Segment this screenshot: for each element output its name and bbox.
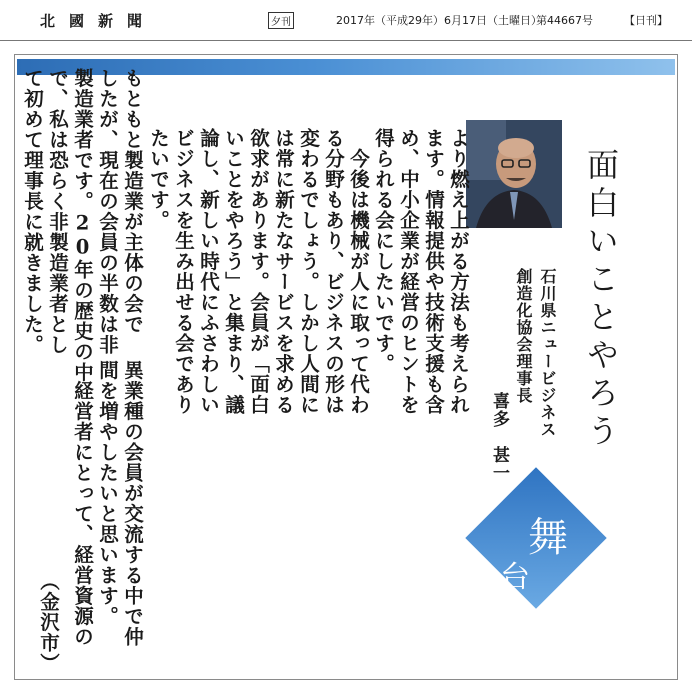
body-line: め、中小企業が経営のヒントを bbox=[397, 128, 420, 415]
body-line: したが、現在の会員の半数は非 bbox=[96, 68, 119, 355]
body-line: 異業種の会員が交流する中で仲 bbox=[121, 360, 144, 647]
body-line: たいです。 bbox=[147, 128, 170, 231]
body-line: （金沢市） bbox=[37, 560, 60, 674]
byline-organization-line-1: 石川県ニュービジネス bbox=[538, 268, 557, 438]
masthead-divider bbox=[0, 40, 692, 41]
newspaper-name: 北國新聞 bbox=[40, 12, 157, 30]
body-line: ます。情報提供や技術支援も含 bbox=[422, 128, 445, 415]
body-line: 変わるでしょう。しかし人間に bbox=[297, 128, 320, 415]
body-line: いことをやろう」と集まり、議 bbox=[222, 128, 245, 415]
body-line: て初めて理事長に就きました。 bbox=[21, 68, 44, 355]
body-line: 論し、新しい時代にふさわしい bbox=[197, 128, 220, 415]
body-line: 経営者にとって、経営資源の bbox=[71, 360, 94, 647]
body-line: で、私は恐らく非製造業者とし bbox=[46, 68, 69, 355]
body-line: は常に新たなサービスを求める bbox=[272, 128, 295, 415]
byline-name: 喜多 甚一 bbox=[489, 392, 509, 482]
body-line: より燃え上がる方法も考えられ bbox=[447, 128, 470, 415]
publication-type: 【日刊】 bbox=[624, 14, 668, 27]
body-line: 今後は機械が人に取って代わ bbox=[347, 128, 370, 415]
body-line: 製造業者です。20年の歴史の中 bbox=[71, 68, 94, 383]
body-line: 欲求があります。会員が「面白 bbox=[247, 128, 270, 415]
body-line: ビジネスを生み出せる会であり bbox=[172, 128, 195, 415]
author-portrait-photo bbox=[466, 120, 562, 228]
publication-date: 2017年（平成29年）6月17日（土曜日） bbox=[336, 14, 542, 27]
edition-label: 夕刊 bbox=[268, 12, 294, 29]
body-line: もともと製造業が主体の会で bbox=[121, 68, 144, 335]
column-badge-top-char: 舞 bbox=[528, 515, 568, 561]
issue-number: 第44667号 bbox=[536, 14, 593, 27]
column-badge-bottom-char: 台 bbox=[500, 560, 530, 595]
body-line: る分野もあり、ビジネスの形は bbox=[322, 128, 345, 415]
byline-organization-line-2: 創造化協会理事長 bbox=[514, 268, 533, 404]
masthead bbox=[0, 0, 692, 38]
portrait-illustration bbox=[466, 120, 562, 228]
article-headline: 面白いことやろう bbox=[582, 148, 620, 452]
body-line: 間を増やしたいと思います。 bbox=[96, 360, 119, 627]
body-line: 得られる会にしたいです。 bbox=[372, 128, 395, 374]
